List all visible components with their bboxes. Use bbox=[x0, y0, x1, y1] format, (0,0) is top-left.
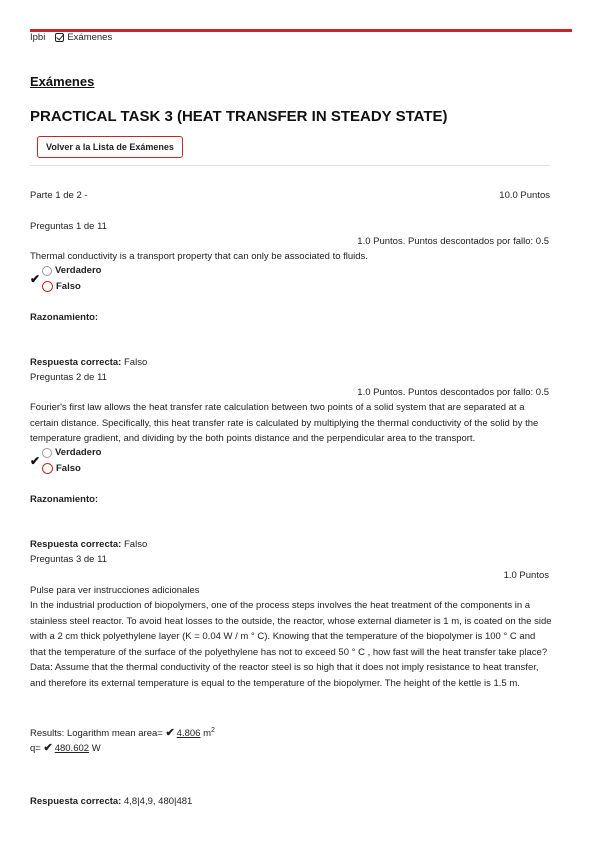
check-icon: ✔ bbox=[165, 727, 175, 739]
option-label: Verdadero bbox=[55, 447, 102, 458]
question-3-points: 1.0 Puntos bbox=[503, 570, 549, 581]
question-2-points: 1.0 Puntos. Puntos descontados por fallo: 0.5 bbox=[357, 387, 549, 398]
question-1-points: 1.0 Puntos. Puntos descontados por fallo: 0.5 bbox=[357, 236, 549, 247]
q-unit: W bbox=[91, 743, 101, 754]
question-3-result-area bbox=[30, 726, 215, 739]
part-points: 10.0 Puntos bbox=[499, 190, 550, 201]
question-3-text: In the industrial production of biopolymers, one of the process steps involves the heat treatment of the components in a stainless steel reactor. To avoid heat losses to the outside, the reactor, whose external diameter is 1 m, is coated on the side with a 2 cm thick polyethylene layer (K = 0.04 W / m ° C). Knowing that the temperature of the biopolymer is 100 ° C and that the temperature of the surface of the polyethylene has not to exceed 50 ° C , how fast will the heat transfer take place? Data: Assume that the thermal conductivity of the reactor steel is so high that it does not imply resistance to heat transfer, and therefore its external temperature is equal to the temperature of the biopolymer. The height of the kettle is 1.5 m. bbox=[30, 600, 552, 689]
correct-answer-label: Respuesta correcta: bbox=[30, 796, 122, 807]
question-3-correct-answer bbox=[30, 796, 192, 807]
question-3-result-q bbox=[30, 741, 101, 754]
correct-answer-value: Falso bbox=[124, 539, 148, 550]
back-to-exams-button[interactable]: Volver a la Lista de Exámenes bbox=[37, 136, 183, 158]
question-2-number: Preguntas 2 de 11 bbox=[30, 372, 107, 383]
check-icon: ✔ bbox=[30, 454, 41, 468]
question-1-reasoning-label: Razonamiento: bbox=[30, 312, 99, 323]
question-2-option-true[interactable] bbox=[30, 447, 101, 458]
checkbox-icon bbox=[55, 33, 64, 42]
breadcrumb bbox=[30, 32, 112, 43]
radio-icon[interactable] bbox=[42, 448, 52, 458]
correct-answer-value: 4,8|4,9, 480|481 bbox=[124, 796, 193, 807]
results-label: Results: Logarithm mean area= bbox=[30, 728, 163, 739]
radio-selected-icon[interactable] bbox=[42, 463, 53, 474]
part-header bbox=[30, 190, 550, 201]
check-icon: ✔ bbox=[30, 272, 41, 286]
option-label: Falso bbox=[56, 281, 81, 292]
correct-answer-value: Falso bbox=[124, 357, 148, 368]
question-1-text: Thermal conductivity is a transport property that can only be associated to fluids. bbox=[30, 251, 368, 262]
part-label: Parte 1 de 2 - bbox=[30, 190, 88, 201]
question-3-number: Preguntas 3 de 11 bbox=[30, 554, 107, 565]
check-icon: ✔ bbox=[43, 742, 53, 754]
additional-instructions-link[interactable]: Pulse para ver instrucciones adicionales bbox=[30, 585, 200, 596]
radio-icon[interactable] bbox=[42, 266, 52, 276]
area-unit-exponent: 2 bbox=[211, 726, 215, 734]
breadcrumb-current-label: Exámenes bbox=[67, 32, 113, 43]
page-title: PRACTICAL TASK 3 (HEAT TRANSFER IN STEADY STATE) bbox=[30, 108, 448, 125]
section-title: Exámenes bbox=[30, 74, 95, 89]
q-label: q= bbox=[30, 743, 41, 754]
question-1-number: Preguntas 1 de 11 bbox=[30, 221, 107, 232]
correct-answer-label: Respuesta correcta: bbox=[30, 539, 122, 550]
divider bbox=[30, 165, 550, 166]
question-2-option-false[interactable] bbox=[30, 463, 81, 474]
question-2-reasoning-label: Razonamiento: bbox=[30, 494, 99, 505]
area-answer-input[interactable]: 4.806 bbox=[176, 728, 201, 739]
question-2-text: Fourier's first law allows the heat transfer rate calculation between two points of a solid system that are separated at a certain distance. Specifically, this heat transfer rate is calculated by multiplying the thermal conductivity of the solid by the temperature gradient, and dividing by the both points distance and the perpendicular area to the transport. bbox=[30, 402, 539, 444]
question-1-correct-answer bbox=[30, 357, 147, 368]
question-1-option-true[interactable] bbox=[30, 265, 101, 276]
option-label: Verdadero bbox=[55, 265, 102, 276]
correct-answer-label: Respuesta correcta: bbox=[30, 357, 122, 368]
question-1-option-false[interactable] bbox=[30, 281, 81, 292]
breadcrumb-home[interactable]: Ipbi bbox=[30, 32, 46, 43]
radio-selected-icon[interactable] bbox=[42, 281, 53, 292]
question-2-correct-answer bbox=[30, 539, 147, 550]
breadcrumb-current[interactable] bbox=[55, 32, 112, 43]
area-unit: m bbox=[203, 728, 212, 739]
q-answer-input[interactable]: 480.602 bbox=[54, 743, 90, 754]
option-label: Falso bbox=[56, 463, 81, 474]
